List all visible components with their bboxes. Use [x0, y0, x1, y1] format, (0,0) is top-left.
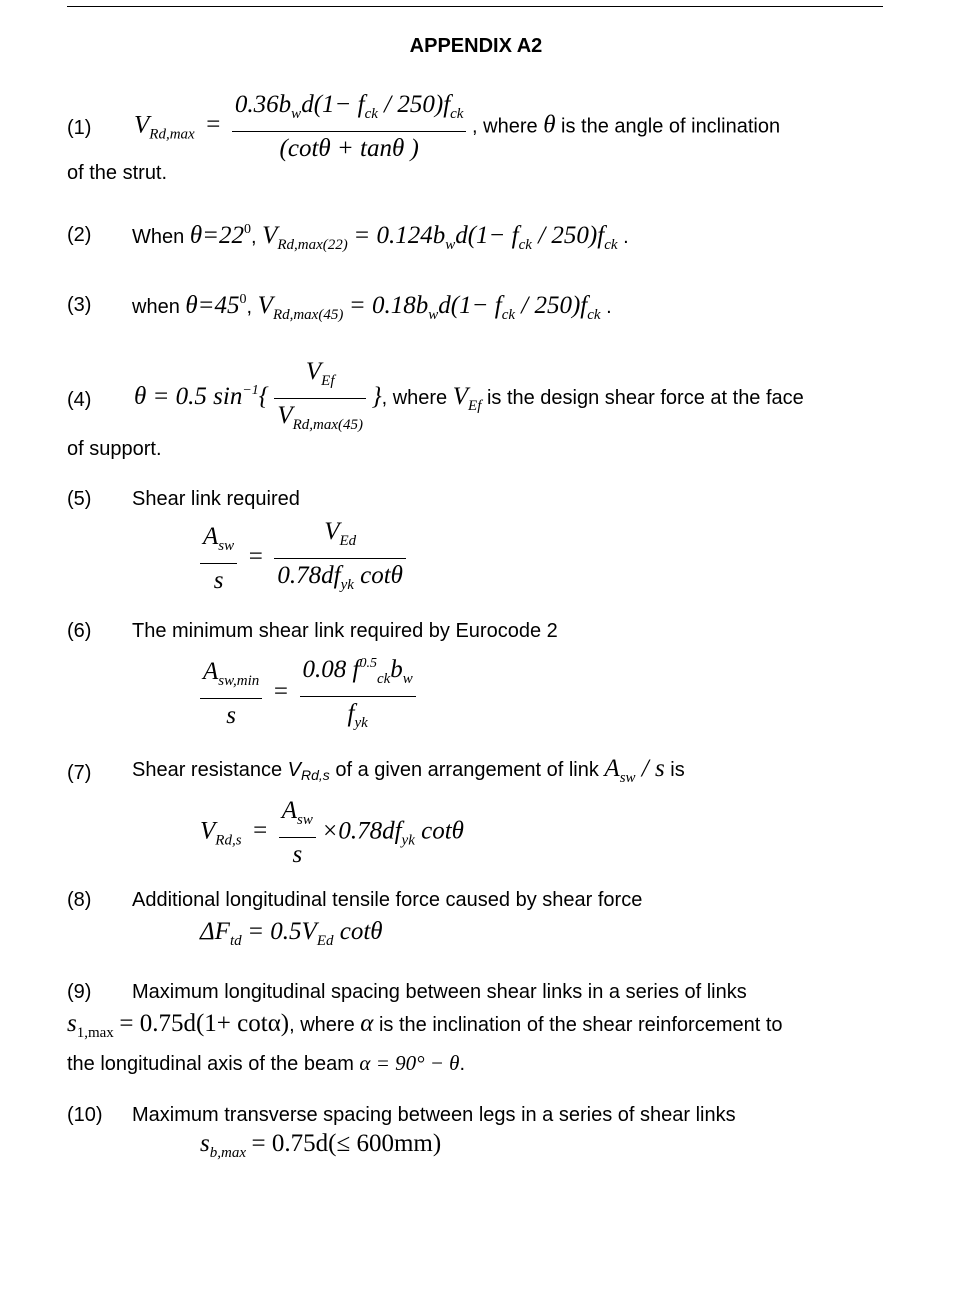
equation-4: θ = 0.5 $\sin^{-1}${ $\frac{V_{Ef}}{V_{Rd,max(45)}}$ }, where $V_{Ef}$ is the design shear force at the face [134, 355, 804, 442]
continuation-4: of support. [67, 438, 162, 460]
fraction-1: $\frac{0.36b_wd(1- f_{ck} / 250)f_{ck}}{(\cot\theta + \tan\theta )}$ [232, 88, 467, 166]
equation-9: $s_{1,max} = 0.75d(1+ \cot\alpha)$, where α is the inclination of the shear reinforcement to [67, 1010, 783, 1041]
item-number-5: (5) [67, 488, 92, 510]
fraction-4: $\frac{V_{Ef}}{V_{Rd,max(45)}}$ [274, 355, 366, 442]
equation-1: $V_{Rd,max}$ = $\frac{0.36b_wd(1- f_{ck} / 250)f_{ck}}{(\cot\theta + \tan\theta )}$ , where θ is the angle of inclination [134, 88, 780, 166]
item-number-1: (1) [67, 117, 92, 139]
item-number-2: (2) [67, 224, 92, 246]
equation-3: when $\theta=45^0$, $V_{Rd,max(45)} = 0.18b_wd(1- f_{ck} / 250)f_{ck}$ . [132, 292, 612, 323]
item-number-3: (3) [67, 294, 92, 316]
item-number-4: (4) [67, 389, 92, 411]
page-title: APPENDIX A2 [409, 35, 543, 57]
continuation-9: the longitudinal axis of the beam α = 90° − θ. [67, 1051, 466, 1075]
continuation-1: of the strut. [67, 162, 168, 184]
item-number-9: (9) [67, 981, 92, 1003]
equation-2: When $\theta=22^0$, $V_{Rd,max(22)} = 0.124b_wd(1- f_{ck} / 250)f_{ck}$ . [132, 222, 629, 253]
equation-6: $\frac{A_{sw,min}}{s}$ = $\frac{0.08 f^{0.5}_{ck}b_w}{f_{yk}}$ [200, 647, 416, 740]
heading-10: Maximum transverse spacing between legs in a series of shear links [132, 1104, 736, 1126]
heading-9: Maximum longitudinal spacing between shear links in a series of links [132, 981, 747, 1003]
heading-8: Additional longitudinal tensile force caused by shear force [132, 889, 643, 911]
equation-5: $\frac{A_{sw}}{s}$ = $\frac{V_{Ed}}{0.78df_{yk} \cot\theta}$ [200, 515, 406, 602]
item-number-7: (7) [67, 762, 92, 784]
heading-7: Shear resistance $V_{Rd,s}$ of a given arrangement of link $A_{sw}$ / s is [132, 755, 685, 786]
item-number-6: (6) [67, 620, 92, 642]
equation-10: $s_{b,max} = 0.75d(\le 600mm)$ [200, 1130, 442, 1161]
equation-8: $\Delta F_{td} = 0.5V_{Ed}$ cotθ [200, 918, 383, 949]
heading-6: The minimum shear link required by Eurocode 2 [132, 620, 558, 642]
item-number-8: (8) [67, 889, 92, 911]
heading-5: Shear link required [132, 488, 300, 510]
equation-7: $V_{Rd,s}$ = $\frac{A_{sw}}{s}$ $\times 0.78df_{yk}$ cotθ [200, 794, 464, 872]
top-rule [67, 6, 883, 7]
item-number-10: (10) [67, 1104, 103, 1126]
